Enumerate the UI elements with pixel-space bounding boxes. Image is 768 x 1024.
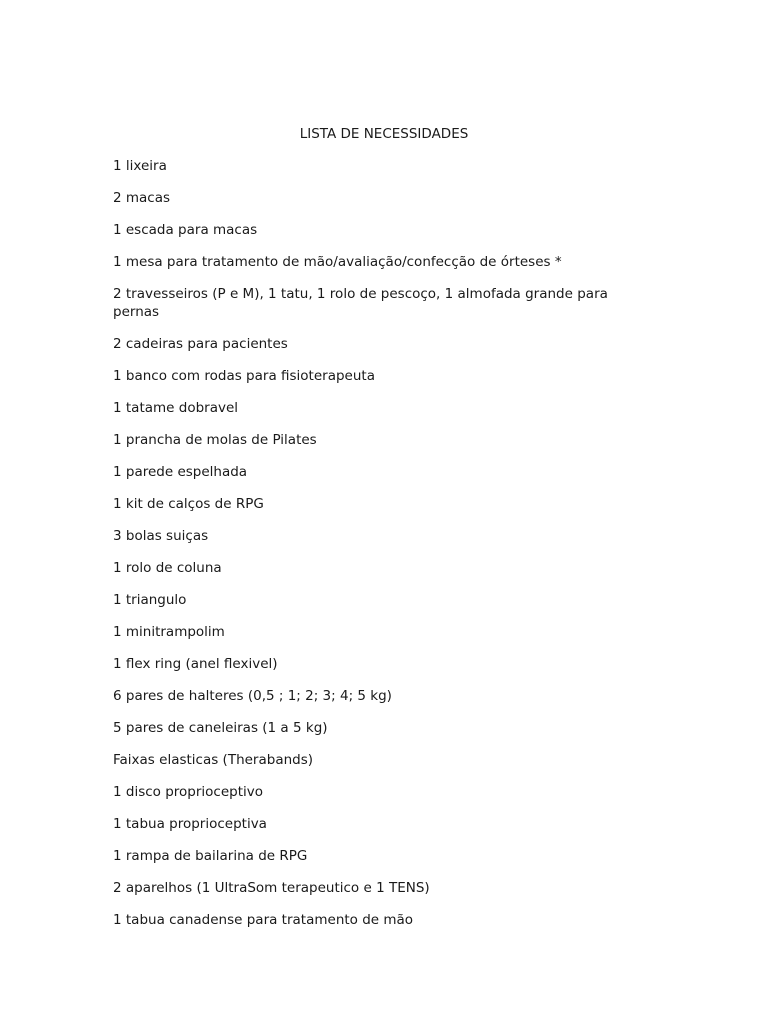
list-item: 1 minitrampolim xyxy=(113,624,225,640)
list-item: 1 rampa de bailarina de RPG xyxy=(113,848,308,864)
list-item: 1 triangulo xyxy=(113,592,187,608)
list-item: 2 cadeiras para pacientes xyxy=(113,336,288,352)
list-item: 1 mesa para tratamento de mão/avaliação/confecção de órteses * xyxy=(113,254,562,270)
list-item: 1 prancha de molas de Pilates xyxy=(113,432,317,448)
list-item: 1 tabua proprioceptiva xyxy=(113,816,267,832)
needs-list xyxy=(113,157,643,943)
list-item: 1 kit de calços de RPG xyxy=(113,496,264,512)
list-item: 1 disco proprioceptivo xyxy=(113,784,264,800)
list-item: 2 travesseiros (P e M), 1 tatu, 1 rolo de pescoço, 1 almofada grande para pernas xyxy=(113,286,608,320)
list-item: 1 tatame dobravel xyxy=(113,400,239,416)
list-item: 1 banco com rodas para fisioterapeuta xyxy=(113,368,375,384)
list-item: 5 pares de caneleiras (1 a 5 kg) xyxy=(113,720,328,736)
list-item: Faixas elasticas (Therabands) xyxy=(113,752,314,768)
list-item: 2 macas xyxy=(113,190,171,206)
list-item: 1 lixeira xyxy=(113,158,167,174)
list-item: 1 tabua canadense para tratamento de mão xyxy=(113,912,414,928)
list-item: 1 rolo de coluna xyxy=(113,560,222,576)
page-title: LISTA DE NECESSIDADES xyxy=(299,126,469,142)
list-item: 1 parede espelhada xyxy=(113,464,248,480)
list-item: 1 escada para macas xyxy=(113,222,258,238)
list-item: 1 flex ring (anel flexivel) xyxy=(113,656,278,672)
list-item: 6 pares de halteres (0,5 ; 1; 2; 3; 4; 5 kg) xyxy=(113,688,392,704)
list-item: 2 aparelhos (1 UltraSom terapeutico e 1 TENS) xyxy=(113,880,430,896)
list-item: 3 bolas suiças xyxy=(113,528,209,544)
